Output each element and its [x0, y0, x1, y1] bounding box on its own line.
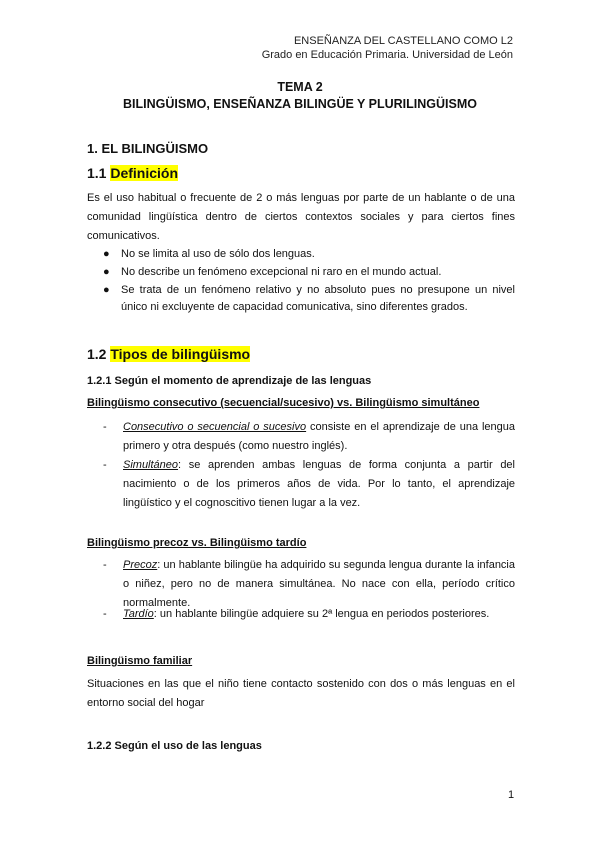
group-heading-consecutivo: Bilingüismo consecutivo (secuencial/sucesivo) vs. Bilingüismo simultáneo — [87, 397, 480, 409]
dash-item-body — [123, 418, 515, 456]
definition-paragraph: Es el uso habitual o frecuente de 2 o más lenguas por parte de un hablante o de una comunidad lingüística dentro de ciertos contextos sociales y para ciertos fines comunicativos. — [87, 192, 515, 242]
term: Tardío — [123, 608, 154, 620]
group-heading-precoz: Bilingüismo precoz vs. Bilingüismo tardío — [87, 537, 307, 549]
dash-icon: - — [103, 421, 107, 433]
subsection-heading-tipos — [87, 346, 250, 362]
page-header — [262, 34, 513, 62]
group-heading-familiar: Bilingüismo familiar — [87, 655, 193, 667]
highlighted-label: Tipos de bilingüismo — [110, 346, 251, 362]
bullet-text: No describe un fenómeno excepcional ni raro en el mundo actual. — [121, 266, 442, 278]
familiar-paragraph: Situaciones en las que el niño tiene contacto sostenido con dos o más lenguas en el entorno social del hogar — [87, 678, 515, 709]
bullet-item — [103, 246, 515, 263]
term: Simultáneo — [123, 459, 179, 471]
bullet-icon: ● — [103, 266, 110, 278]
bullet-item — [103, 264, 515, 281]
bullet-item — [103, 282, 515, 316]
document-title: BILINGÜISMO, ENSEÑANZA BILINGÜE Y PLURILINGÜISMO — [123, 97, 477, 111]
term-definition: consiste en el aprendizaje de una lengua primero y otra después (como nuestro inglés). — [123, 421, 515, 452]
term: Consecutivo o secuencial o sucesivo — [123, 421, 307, 433]
subsubsection-heading-uso: 1.2.2 Según el uso de las lenguas — [87, 740, 262, 752]
subsection-heading-definicion — [87, 165, 178, 181]
bullet-text: Se trata de un fenómeno relativo y no absoluto pues no presupone un nivel único ni excluyente de capacidad comunicativa, sino diferentes grados. — [121, 284, 515, 313]
highlighted-label: Definición — [110, 165, 179, 181]
term-definition: : un hablante bilingüe ha adquirido su segunda lengua durante la infancia o niñez, pero no de manera simultánea. No nace con ella, período crítico normalmente. — [123, 559, 515, 609]
term-definition: : un hablante bilingüe adquiere su 2ª lengua en periodos posteriores. — [153, 608, 490, 620]
tema-label: TEMA 2 — [277, 80, 323, 94]
subsection-number: 1.2 — [87, 346, 111, 362]
subsection-number: 1.1 — [87, 165, 111, 181]
term-definition: : se aprenden ambas lenguas de forma conjunta a partir del nacimiento o de los primeros años de vida. Por lo tanto, el aprendizaje lingüístico y el cognoscitivo tienen lugar a la vez. — [123, 459, 515, 509]
bullet-text: No se limita al uso de sólo dos lenguas. — [121, 248, 315, 260]
dash-item-body — [123, 456, 515, 513]
section-heading-bilinguismo: 1. EL BILINGÜISMO — [87, 141, 209, 156]
header-course: ENSEÑANZA DEL CASTELLANO COMO L2 — [293, 35, 513, 47]
bullet-icon: ● — [103, 248, 110, 260]
dash-icon: - — [103, 608, 107, 620]
dash-icon: - — [103, 459, 107, 471]
dash-item — [103, 418, 515, 456]
dash-item-body — [123, 605, 515, 624]
dash-item — [103, 456, 515, 513]
term: Precoz — [123, 559, 158, 571]
page-number: 1 — [508, 789, 515, 801]
dash-icon: - — [103, 559, 107, 571]
dash-item — [103, 605, 515, 624]
bullet-icon: ● — [103, 284, 110, 296]
header-degree: Grado en Educación Primaria. Universidad de León — [261, 49, 513, 61]
subsubsection-heading-momento: 1.2.1 Según el momento de aprendizaje de las lenguas — [87, 375, 372, 387]
